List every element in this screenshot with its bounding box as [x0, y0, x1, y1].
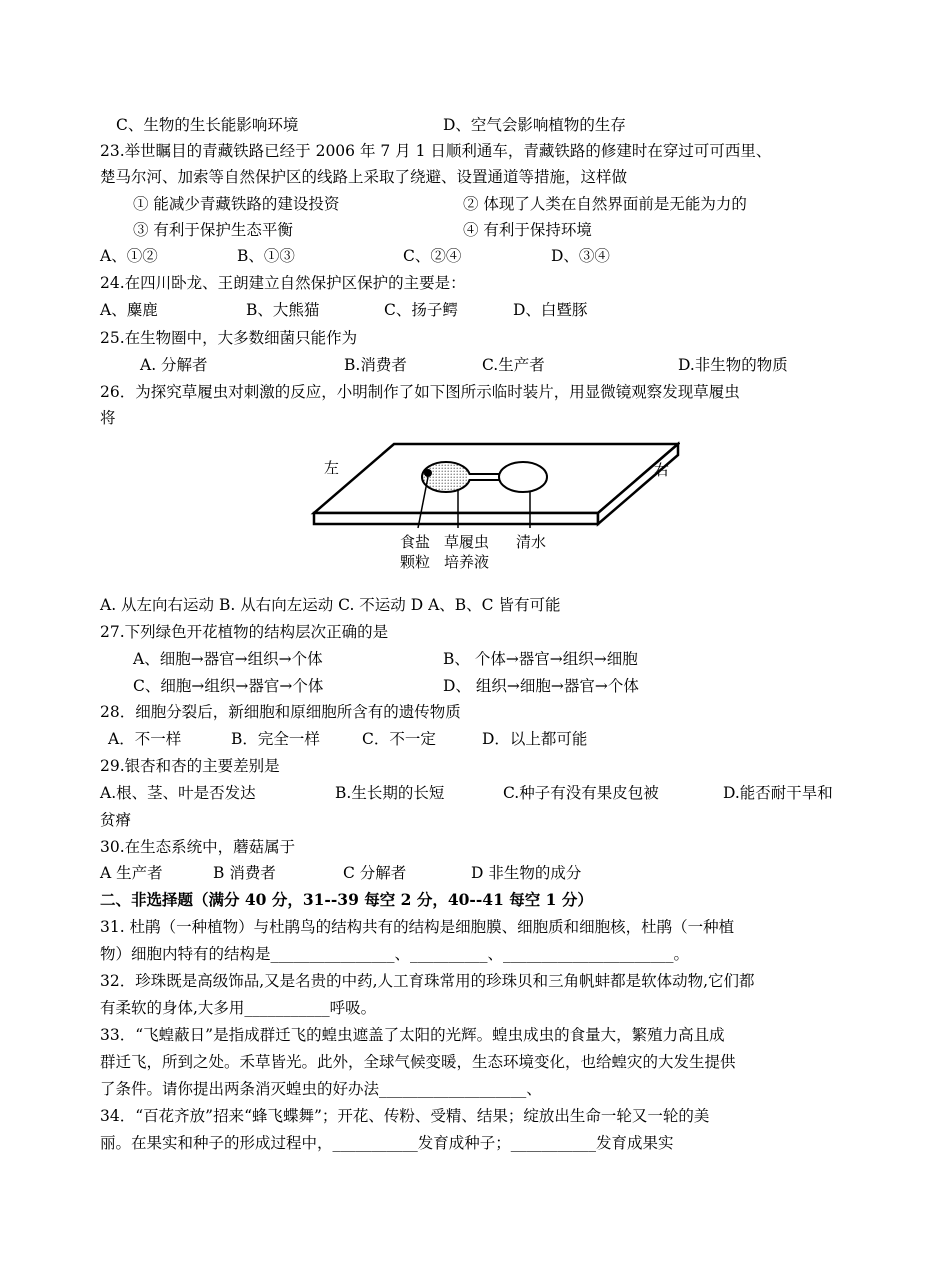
text-line: D、空气会影响植物的生存 — [443, 116, 626, 134]
text-line: B 消费者 — [213, 864, 276, 882]
text-line: A. 分解者 — [140, 356, 208, 374]
text-line: A、①② — [100, 247, 158, 265]
text-line: ③ 有利于保护生态平衡 — [133, 221, 293, 239]
text-line: D.能否耐干旱和 — [723, 784, 833, 802]
text-line: C.种子有没有果皮包被 — [503, 784, 659, 802]
text-line: 33．“飞蝗蔽日”是指成群迁飞的蝗虫遮盖了太阳的光辉。蝗虫成虫的食量大，繁殖力高且成 — [100, 1026, 725, 1044]
text-line: ④ 有利于保持环境 — [463, 221, 592, 239]
text-line: 28．细胞分裂后，新细胞和原细胞所含有的遗传物质 — [100, 703, 461, 721]
text-line: 有柔软的身体,大多用___________呼吸。 — [100, 999, 377, 1017]
water-drop — [499, 462, 547, 492]
label-salt-line1: 食盐 — [400, 533, 431, 551]
text-line: 27.下列绿色开花植物的结构层次正确的是 — [100, 623, 389, 641]
label-water: 清水 — [516, 533, 547, 551]
text-line: D、③④ — [551, 247, 610, 265]
slide-diagram — [300, 437, 680, 587]
label-right: 右 — [654, 461, 670, 479]
text-line: 群迁飞，所到之处。禾草皆光。此外，全球气候变暖，生态环境变化，也给蝗灾的大发生提供 — [100, 1053, 736, 1071]
text-line: 丽。在果实和种子的形成过程中，___________发育成种子；___________发育成果实 — [100, 1134, 674, 1152]
text-line: 24.在四川卧龙、王朗建立自然保护区保护的主要是： — [100, 274, 466, 292]
text-line: C．不一定 — [362, 730, 436, 748]
text-line: B、大熊猫 — [246, 301, 320, 319]
text-line: 34．“百花齐放”招来“蜂飞蝶舞”；开花、传粉、受精、结果；绽放出生命一轮又一轮的美 — [100, 1107, 710, 1125]
text-line: C、细胞→组织→器官→个体 — [133, 677, 324, 695]
text-line: D、白暨豚 — [513, 301, 588, 319]
text-line: C、生物的生长能影响环境 — [116, 116, 299, 134]
text-line: A. 从左向右运动 B. 从右向左运动 C. 不运动 D A、B、C 皆有可能 — [100, 596, 561, 614]
label-culture-line2: 培养液 — [444, 553, 490, 571]
text-line: 楚马尔河、加索等自然保护区的线路上采取了绕避、设置通道等措施，这样做 — [100, 168, 628, 186]
text-line: 25.在生物圈中，大多数细菌只能作为 — [100, 329, 358, 347]
slide-front-face — [314, 513, 598, 524]
salt-particle — [424, 469, 432, 477]
text-line: 二、非选择题（满分 40 分，31--39 每空 2 分，40--41 每空 1 分） — [100, 890, 593, 909]
text-line: 了条件。请你提出两条消灭蝗虫的好办法___________________、 — [100, 1080, 542, 1098]
label-salt-line2: 颗粒 — [400, 553, 431, 571]
text-line: 贫瘠 — [100, 811, 132, 829]
text-line: B、 个体→器官→组织→细胞 — [443, 650, 638, 668]
text-line: C 分解者 — [343, 864, 407, 882]
text-line: A、细胞→器官→组织→个体 — [133, 650, 323, 668]
text-line: B、①③ — [237, 247, 295, 265]
culture-drop — [422, 462, 470, 492]
text-line: A.根、茎、叶是否发达 — [100, 784, 256, 802]
text-line: B．完全一样 — [231, 730, 320, 748]
text-line: D.非生物的物质 — [678, 356, 788, 374]
text-line: D．以上都可能 — [482, 730, 588, 748]
text-line: 将 — [100, 409, 116, 427]
label-culture-line1: 草履虫 — [444, 533, 490, 551]
text-line: C、②④ — [403, 247, 462, 265]
text-line: 30.在生态系统中，蘑菇属于 — [100, 838, 296, 856]
text-line: 31. 杜鹃（一种植物）与杜鹃鸟的结构共有的结构是细胞膜、细胞质和细胞核，杜鹃（一种植 — [100, 918, 735, 936]
text-line: ② 体现了人类在自然界面前是无能为力的 — [463, 195, 747, 213]
text-line: 物）细胞内特有的结构是________________、__________、______________________。 — [100, 945, 690, 963]
text-line: 23.举世瞩目的青藏铁路已经于 2006 年 7 月 1 日顺利通车，青藏铁路的修建时在穿过可可西里、 — [100, 142, 772, 160]
text-line: B.生长期的长短 — [335, 784, 445, 802]
text-line: D、 组织→细胞→器官→个体 — [443, 677, 639, 695]
text-line: A、麋鹿 — [100, 301, 158, 319]
text-line: ① 能减少青藏铁路的建设投资 — [133, 195, 340, 213]
text-line: 29.银杏和杏的主要差别是 — [100, 757, 280, 775]
text-line: D 非生物的成分 — [471, 864, 582, 882]
text-line: 26．为探究草履虫对刺激的反应，小明制作了如下图所示临时装片，用显微镜观察发现草履虫 — [100, 383, 740, 401]
label-left: 左 — [324, 459, 340, 477]
text-line: B.消费者 — [344, 356, 407, 374]
text-line: A．不一样 — [108, 730, 182, 748]
text-line: A 生产者 — [100, 864, 163, 882]
text-line: 32．珍珠既是高级饰品,又是名贵的中药,人工育珠常用的珍珠贝和三角帆蚌都是软体动物,它们都 — [100, 972, 755, 990]
text-line: C.生产者 — [482, 356, 545, 374]
text-line: C、扬子鳄 — [384, 301, 458, 319]
